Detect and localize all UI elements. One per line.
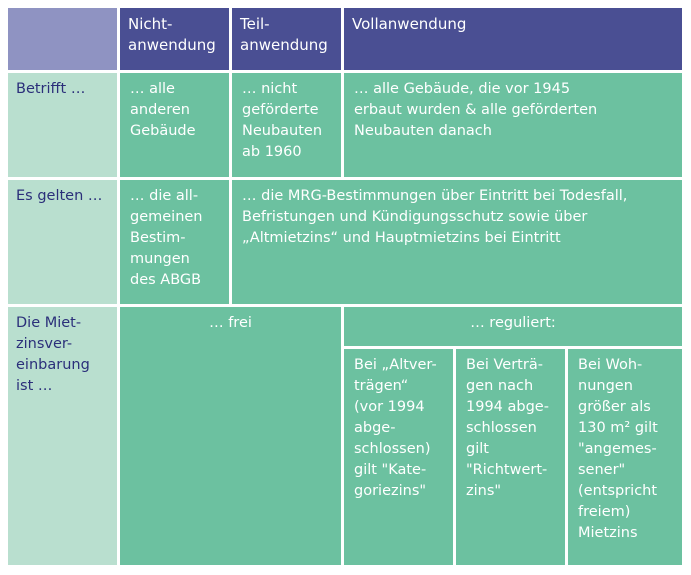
row-label-mietzinsvereinbarung: Die Miet- zinsver- einbarung ist … bbox=[8, 307, 117, 565]
betrifft-vollanwendung: … alle Gebäude, die vor 1945 erbaut wurden & alle geförderten Neubauten danach bbox=[344, 73, 682, 177]
betrifft-nichtanwendung: … alle anderen Gebäude bbox=[120, 73, 229, 177]
row-label-betrifft: Betrifft … bbox=[8, 73, 117, 177]
betrifft-teilanwendung: … nicht geförderte Neubauten ab 1960 bbox=[232, 73, 341, 177]
header-teilanwendung: Teil- anwendung bbox=[232, 8, 341, 70]
mietzins-grosse-wohnungen: Bei Woh- nungen größer als 130 m² gilt "angemes- sener" (entspricht freiem) Mietzins bbox=[568, 349, 682, 565]
mietzins-frei: … frei bbox=[120, 307, 341, 565]
table-corner bbox=[8, 8, 117, 70]
mietzins-altvertraege: Bei „Altver- trägen“ (vor 1994 abge- schlossen) gilt "Kate- goriezins" bbox=[344, 349, 453, 565]
mietzins-vertraege-nach-1994: Bei Verträ- gen nach 1994 abge- schlossen gilt "Richtwert- zins" bbox=[456, 349, 565, 565]
header-nichtanwendung: Nicht- anwendung bbox=[120, 8, 229, 70]
row-label-es-gelten: Es gelten … bbox=[8, 180, 117, 304]
mietzins-reguliert: … reguliert: bbox=[344, 307, 682, 346]
es-gelten-teil-vollanwendung: … die MRG-Bestimmungen über Eintritt bei Todesfall, Befristungen und Kündigungsschutz sowie über „Altmietzins“ und Hauptmietzins bei Eintritt bbox=[232, 180, 682, 304]
header-vollanwendung: Vollanwendung bbox=[344, 8, 682, 70]
es-gelten-nichtanwendung: … die all- gemeinen Bestim- mungen des ABGB bbox=[120, 180, 229, 304]
